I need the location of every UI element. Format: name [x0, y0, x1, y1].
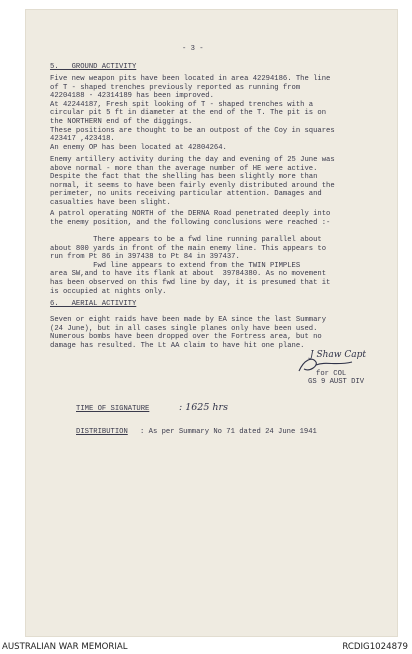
time-of-signature-label: TIME OF SIGNATURE — [76, 405, 150, 413]
text-line: These positions are thought to be an outpost of the Coy in squares — [50, 126, 335, 135]
text-line: is occupied at nights only. — [50, 287, 167, 296]
text-line: the enemy position, and the following conclusions were reached :- — [50, 218, 331, 227]
text-line: Enemy artillery activity during the day and evening of 25 June was — [50, 156, 335, 164]
ground-activity-heading: 5. GROUND ACTIVITY — [50, 63, 137, 71]
text-line: Despite the fact that the shelling has been slightly more than — [50, 173, 318, 182]
distribution-value: : As per Summary No 71 dated 24 June 1941 — [140, 428, 317, 436]
text-line: casualties have been slight. — [50, 199, 171, 207]
signature-for-line: for COL — [316, 370, 347, 378]
text-line: run from Pt 86 in 397438 to Pt 84 in 397437. — [50, 253, 240, 262]
text-line: the NORTHERN end of the diggings. — [50, 118, 193, 126]
text-line: of T - shaped trenches previously reported as running from — [50, 83, 301, 92]
text-line: above normal - more than the average number of HE were active. — [50, 164, 318, 173]
footer-source: AUSTRALIAN WAR MEMORIAL — [2, 642, 128, 652]
page-number: - 3 - — [182, 45, 204, 53]
text-line: Numerous bombs have been dropped over the Fortress area, but no — [50, 333, 322, 342]
document-page — [26, 10, 397, 636]
text-line: Fwd line appears to extend from the TWIN PIMPLES — [50, 261, 301, 270]
text-line: circular pit 5 ft in diameter at the end of the T. The pit is on — [50, 109, 327, 118]
text-line: A patrol operating NORTH of the DERNA Road penetrated deeply into — [50, 210, 331, 218]
distribution — [76, 428, 386, 440]
text-line: Seven or eight raids have been made by EA since the last Summary — [50, 316, 327, 324]
text-line: damage has resulted. The Lt AA claim to have hit one plane. — [50, 341, 305, 350]
text-line: 423417 ,423418. — [50, 135, 115, 144]
aerial-activity-heading: 6. AERIAL ACTIVITY — [50, 300, 137, 308]
archive-footer — [0, 640, 412, 654]
signature-text: J Shaw Capt — [310, 350, 366, 360]
time-of-signature-value: : 1625 hrs — [179, 402, 228, 413]
text-line: normal, it seems to have been fairly evenly distributed around the — [50, 181, 335, 190]
text-line: 42204188 - 42314189 has been improved. — [50, 92, 214, 101]
text-line: has been observed on this fwd line by day, it is presumed that it — [50, 279, 331, 287]
text-line: Five new weapon pits have been located in area 42294186. The line — [50, 75, 331, 83]
text-line: (24 June), but in all cases single planes only have been used. — [50, 324, 318, 333]
text-line: At 42244187, Fresh spit looking of T - shaped trenches with a — [50, 100, 314, 109]
distribution-label: DISTRIBUTION — [76, 428, 128, 436]
text-line: An enemy OP has been located at 42804264. — [50, 143, 227, 152]
signature-block — [296, 350, 386, 390]
text-line: area SW,and to have its flank at about 39784380. As no movement — [50, 270, 327, 279]
footer-reference-id: RCDIG1024879 — [342, 642, 408, 652]
text-line: There appears to be a fwd line running parallel about — [50, 236, 322, 244]
text-line: about 800 yards in front of the main enemy line. This appears to — [50, 244, 327, 253]
signature-unit: GS 9 AUST DIV — [308, 378, 365, 386]
text-line: perimeter, no units receiving particular attention. Damages and — [50, 190, 322, 199]
time-of-signature — [76, 402, 376, 416]
